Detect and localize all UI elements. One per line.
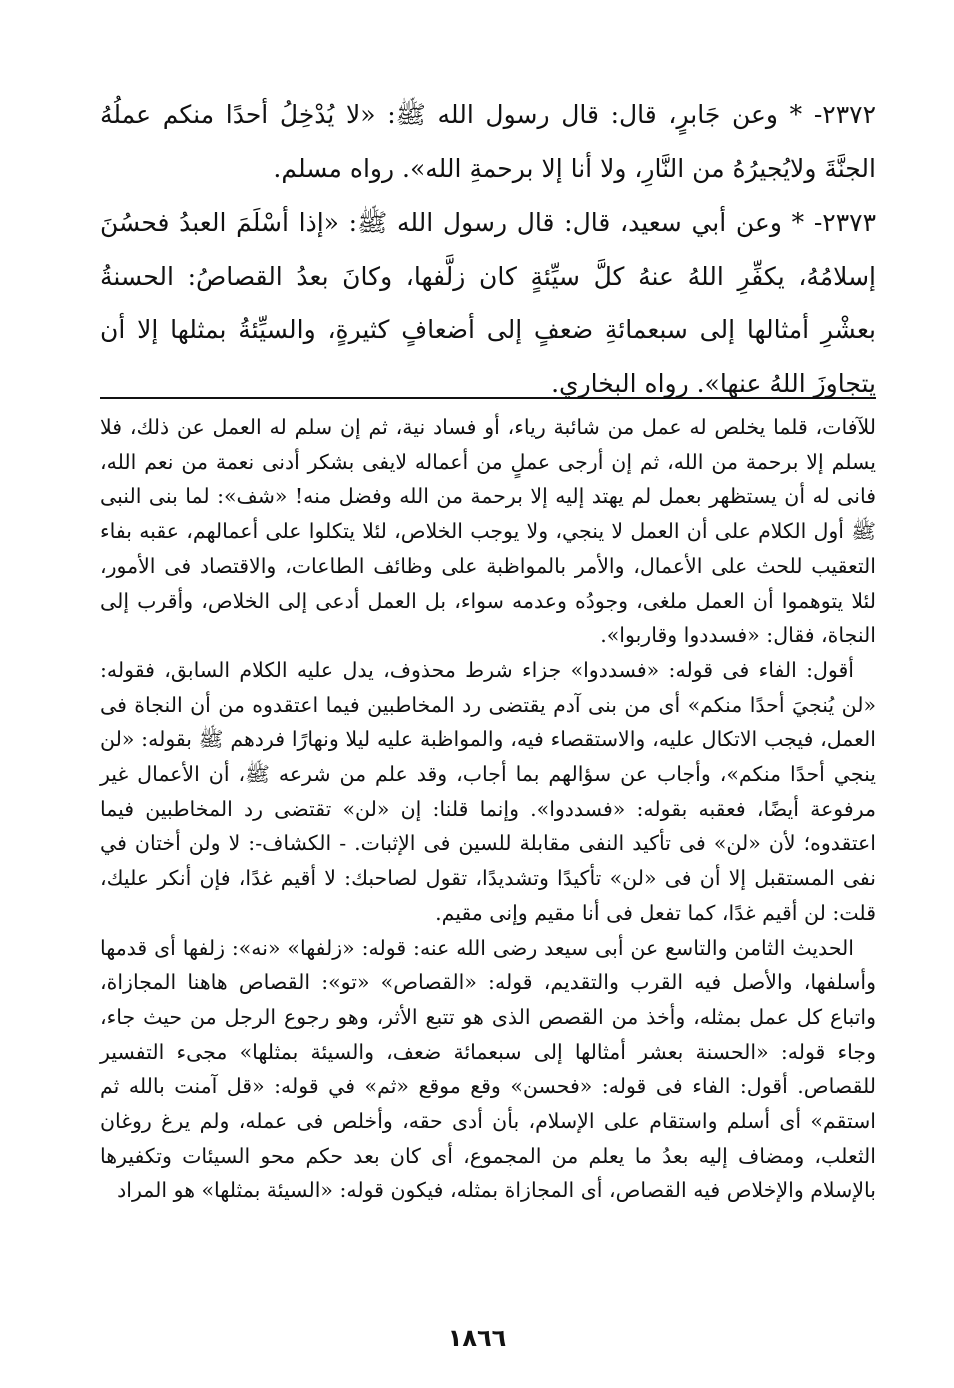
commentary-block [100, 410, 876, 1208]
hadith-2373: ٢٣٧٣- * وعن أبي سعيد، قال: قال رسول الله ﷺ: «إذا أسْلَمَ العبدُ فحسُنَ إسلامُهُ، يكفِّرِ اللهُ عنهُ كلَّ سيِّئةٍ كان زلَّفها، وكانَ بعدُ القصاصُ: الحسنةُ بعشْرِ أمثالها إلى سبعمائةِ ضعفٍ إلى أضعافٍ كثيرةٍ، والسيِّئةُ بمثلها إلا أن يتجاوزَ اللهُ عنها». رواه البخاري. [100, 208, 876, 398]
commentary-paragraph: الحديث الثامن والتاسع عن أبى سيعد رضى الله عنه: قوله: «زلفها» «نه»: زلفها أى قدمها وأسلفها، والأصل فيه القرب والتقديم، قوله: «القصاص» «تو»: القصاص هاهنا المجازاة، واتباع كل عمل بمثله، وأخذ من القصص الذى هو تتبع الأثر، وهو رجوع الرجل من حيث جاء، وجاء قوله: «الحسنة بعشر أمثالها إلى سبعمائة ضعف، والسيئة بمثلها» مجىء التفسير للقصاص. أقول: الفاء فى قوله: «فحسن» وقع موقع «ثم» في قوله: «قل آمنت بالله ثم استقم» أى أسلم واستقام على الإسلام، بأن أدى حقه، وأخلص فى عمله، ولم يرغ روغان الثعلب، ومضاف إليه بعدُ ما يعلم من المجموع، أى كان بعد حكم محو السيئات وتكفيرها بالإسلام والإخلاص فيه القصاص، أى المجازاة بمثله، فيكون قوله: «السيئة بمثلها» هو المراد [100, 935, 876, 1203]
commentary-paragraph: للآفات، قلما يخلص له عمل من شائبة رياء، أو فساد نية، ثم إن سلم له العمل عن ذلك، فلا يسلم إلا برحمة من الله، ثم إن أرجى عملٍ من أعماله لايفى بشكر أدنى نعمة من نعم الله، فانى له أن يستظهر بعمل لم يهتد إليه إلا برحمة من الله وفضل منه! «شف»: لما بنى النبى ﷺ أول الكلام على أن العمل لا ينجي، ولا يوجب الخلاص، لئلا يتكلوا على أعمالهم، عقبه بفاء التعقيب للحث على الأعمال، والأمر بالمواظبة على وظائف الطاعات، والاقتصاد فى الأمور، لئلا يتوهموا أن العمل ملغى، وجودُه وعدمه سواء، بل العمل أدعى إلى الخلاص، وأقرب إلى النجاة، فقال: «فسددوا وقاربوا». [100, 415, 876, 648]
commentary-paragraph: أقول: الفاء فى قوله: «فسددوا» جزاء شرط محذوف، يدل عليه الكلام السابق، فقوله: «لن يُنجيَ أحدًا منكم» أى من بنى آدم يقتضى رد المخاطبين فيما اعتقدوه من أن النجاة فى العمل، فيجب الاتكال عليه، والاستقصاء فيه، والمواظبة عليه ليلا ونهارًا فردهم ﷺ بقوله: «لن ينجي أحدًا منكم»، وأجاب عن سؤالهم بما أجاب، وقد علم من شرعه ﷺ، أن الأعمال غير مرفوعة أيضًا، فعقبه بقوله: «فسددوا». وإنما قلنا: إن «لن» تقتضى رد المخاطبين فيما اعتقدوه؛ لأن «لن» فى تأكيد النفى مقابلة للسين فى الإثبات. - الكشاف-: لا ولن أختان في نفى المستقبل إلا أن فى «لن» تأكيدًا وتشديدًا، تقول لصاحبك: لا أقيم غدًا، فإن أنكر عليك، قلت: لن أقيم غدًا، كما تفعل فى أنا مقيم وإنى مقيم. [100, 657, 876, 925]
footnote-divider [100, 397, 876, 399]
hadith-2372: ٢٣٧٢- * وعن جَابرٍ، قال: قال رسول الله ﷺ: «لا يُدْخِلُ أحدًا منكم عملُهُ الجنَّةَ ولايُجيرُهُ من النَّارِ، ولا أنا إلا برحمةِ الله». رواه مسلم. [100, 100, 876, 183]
hadith-text-block [100, 88, 876, 410]
page-number: ١٨٦٦ [447, 1324, 507, 1352]
